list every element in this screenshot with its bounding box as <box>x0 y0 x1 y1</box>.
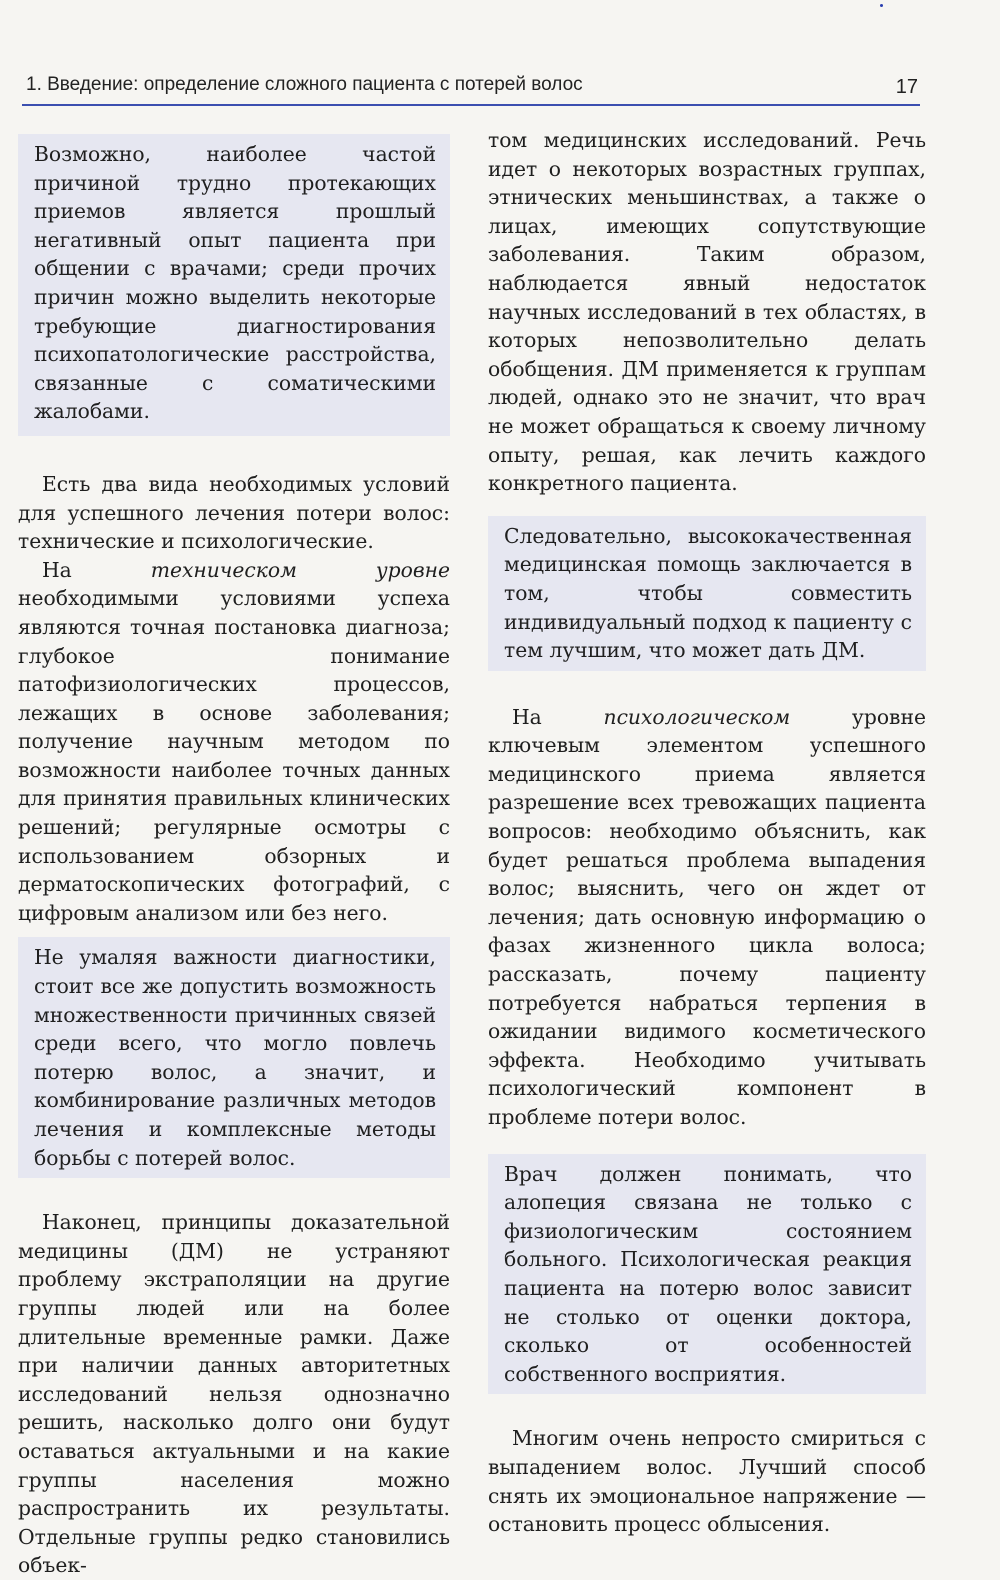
highlight-box-diagnostics <box>18 937 450 1178</box>
term-psychological: психологическом <box>603 704 791 729</box>
paragraph-psychological <box>488 703 926 1132</box>
right-column <box>488 126 926 1539</box>
page-number: 17 <box>895 76 918 98</box>
term-technical-level: техническом уровне <box>150 557 450 582</box>
box-text: Следовательно, высококачественная медицинская помощь заключается в том, чтобы совместить индивидуальный подход к пациенту с тем лучшим, что может дать ДМ. <box>504 523 912 663</box>
highlight-box-causes <box>18 134 450 436</box>
paragraph-continuation: том медицинских исследований. Речь идет о некоторых возрастных группах, этнических меньшинствах, а также о лицах, имеющих сопутствующие заболевания. Таким образом, наблюдается явный недостаток научных исследований в тех областях, в которых непозволительно делать обобщения. ДМ применяется к группам людей, однако это не значит, что врач не может обращаться к своему личному опыту, решая, как лечить каждого конкретного пациента. <box>488 128 926 496</box>
paragraph-conditions: Есть два вида необходимых условий для успешного лечения потери волос: технические и психологические. <box>18 471 450 554</box>
box-text: Не умаляя важности диагностики, стоит все же допустить возможность множественности причинных связей среди всего, что могло повлечь потерю волос, а значит, и комбинирование различных методов лечения и комплексные методы борьбы с потерей волос. <box>34 945 436 1170</box>
text-rest: необходимыми условиями успеха являются точная постановка диагноза; глубокое понимание патофизиологических процессов, лежащих в основе заболевания; получение научным методом по возможности наиболее точных данных для принятия правильных клинических решений; регулярные осмотры с использованием обзорных и дерматоскопических фотографий, с цифровым анализом или без него. <box>18 586 450 925</box>
running-title: 1. Введение: определение сложного пациента с потерей волос <box>26 74 583 95</box>
highlight-box-alopecia <box>488 1154 926 1395</box>
paragraph-evidence-medicine: Наконец, принципы доказательной медицины (ДМ) не устраняют проблему экстраполяции на другие группы людей или на более длительные временные рамки. Даже при наличии данных авторитетных исследований нельзя однозначно решить, насколько долго они будут оставаться актуальными и на какие группы населения можно распространить их результаты. Отдельные группы редко становились объек- <box>18 1210 450 1578</box>
header-rule <box>22 104 920 106</box>
running-head <box>26 72 926 100</box>
highlight-box-quality-care <box>488 516 926 671</box>
ink-speck <box>880 4 883 7</box>
text-rest: уровне ключевым элементом успешного медицинского приема является разрешение всех тревожащих пациента вопросов: необходимо объяснить, как будет решаться проблема выпадения волос; выяснить, чего он ждет от лечения; дать основную информацию о фазах жизненного цикла волоса; рассказать, почему пациенту потребуется набраться терпения в ожидании видимого косметического эффекта. Необходимо учитывать психологический компонент в проблеме потери волос. <box>488 704 926 1129</box>
text-prefix: На <box>42 557 151 582</box>
left-column <box>18 126 450 1580</box>
box-text: Врач должен понимать, что алопеция связана не только с физиологическим состоянием больного. Психологическая реакция пациента на потерю волос зависит не столько от оценки доктора, сколько от особенностей собственного восприятия. <box>504 1161 912 1386</box>
paragraph-conclusion: Многим очень непросто смириться с выпадением волос. Лучший способ снять их эмоциональное напряжение — остановить процесс облысения. <box>488 1426 926 1537</box>
text-prefix: На <box>512 704 604 729</box>
box-text: Возможно, наиболее частой причиной трудно протекающих приемов является прошлый негативный опыт пациента при общении с врачами; среди прочих причин можно выделить некоторые требующие диагностирования психопатологические расстройства, связанные с соматическими жалобами. <box>34 142 436 424</box>
paragraph-technical <box>18 556 450 928</box>
